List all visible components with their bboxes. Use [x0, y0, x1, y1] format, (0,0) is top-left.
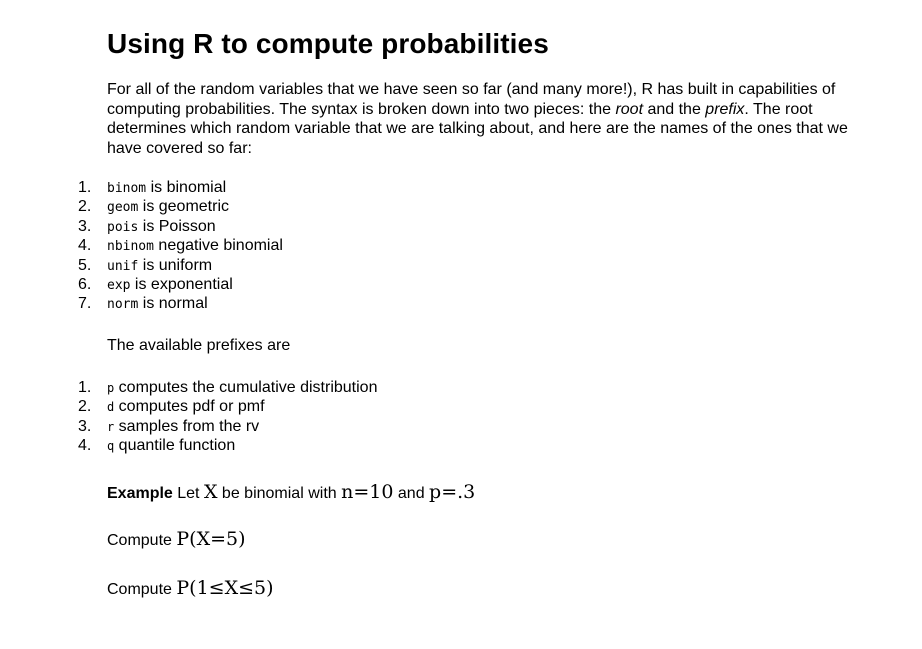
example-paragraph: [107, 481, 475, 503]
list-number: 6.: [78, 275, 92, 293]
compute-label: Compute: [107, 581, 177, 598]
example-text: be binomial with: [217, 485, 342, 502]
root-code: exp: [107, 277, 131, 293]
prefixes-intro: The available prefixes are: [107, 337, 291, 354]
math-expression: p=.3: [429, 481, 476, 503]
compute-line-1: [107, 528, 246, 550]
root-description: is normal: [138, 295, 208, 313]
intro-text-1: For all of the random variables that we have seen so far (and many more!), R has built in capabilities of computing probabilities. The syntax is broken down into two pieces: the: [107, 81, 836, 118]
list-number: 5.: [78, 256, 92, 274]
prefix-description: computes pdf or pmf: [114, 398, 265, 416]
list-number: 7.: [78, 295, 92, 313]
root-code: binom: [107, 181, 147, 196]
math-expression: n=10: [341, 481, 394, 503]
compute-line-2: [107, 577, 274, 599]
math-expression: P(X=5): [176, 528, 246, 550]
math-variable: X: [203, 481, 218, 503]
intro-text-2: and the: [643, 100, 706, 118]
intro-prefix-word: prefix: [705, 100, 745, 118]
root-description: is binomial: [146, 179, 227, 196]
list-number: 2.: [78, 398, 92, 416]
root-description: is geometric: [138, 198, 230, 216]
root-code: unif: [107, 258, 139, 274]
math-expression: P(1≤X≤5): [176, 577, 274, 599]
root-code: norm: [107, 297, 139, 313]
list-number: 4.: [78, 437, 92, 455]
root-code: nbinom: [107, 239, 154, 255]
prefix-description: computes the cumulative distribution: [114, 379, 378, 396]
prefix-code: r: [107, 419, 115, 434]
list-number: 1.: [78, 179, 92, 196]
list-number: 3.: [78, 217, 92, 235]
list-number: 1.: [78, 379, 92, 396]
example-text: and: [393, 485, 430, 502]
prefix-description: quantile function: [114, 437, 236, 455]
intro-text-3: . The root determines which random variable that we are talking about, and here are the names of the ones that we have covered so far:: [107, 100, 848, 157]
list-number: 3.: [78, 417, 92, 435]
example-label: Example: [107, 485, 173, 502]
list-number: 4.: [78, 237, 92, 255]
root-description: negative binomial: [153, 237, 283, 255]
prefix-code: d: [107, 400, 115, 415]
page-title: Using R to compute probabilities: [107, 28, 549, 59]
root-description: is uniform: [138, 256, 213, 274]
intro-paragraph: [107, 80, 867, 158]
root-description: is exponential: [130, 275, 233, 293]
prefix-code: p: [107, 381, 115, 395]
root-code: geom: [107, 200, 139, 216]
root-code: pois: [107, 219, 139, 235]
root-description: is Poisson: [138, 217, 216, 235]
example-text: Let: [172, 485, 204, 502]
prefix-description: samples from the rv: [114, 417, 260, 435]
list-number: 2.: [78, 198, 92, 216]
intro-root-word: root: [615, 100, 644, 118]
compute-label: Compute: [107, 532, 177, 549]
prefix-code: q: [107, 439, 115, 454]
